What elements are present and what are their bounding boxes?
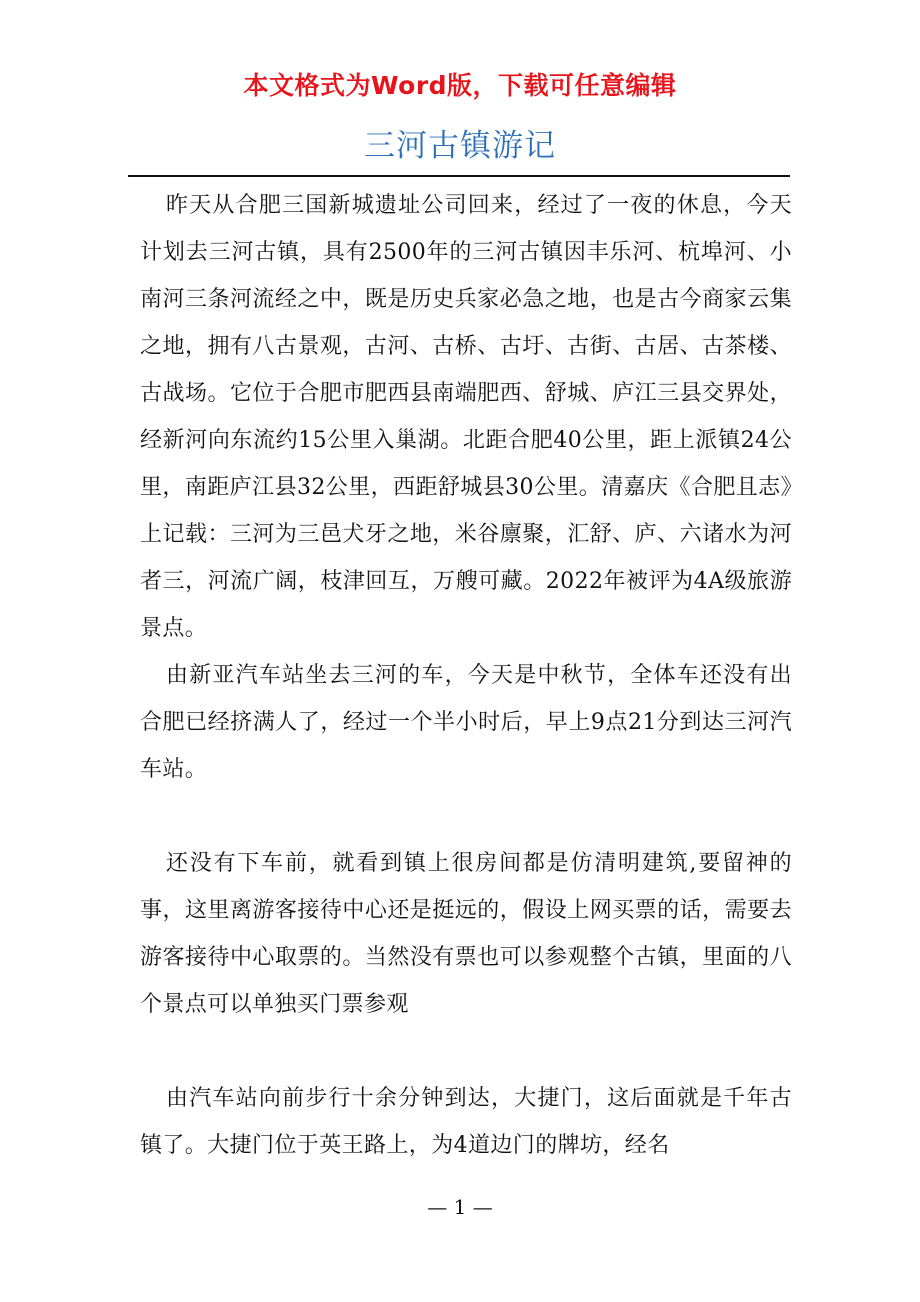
document-title: 三河古镇游记 [364,128,556,164]
paragraph-gap [140,793,792,840]
paragraph: 由汽车站向前步行十余分钟到达，大捷门，这后面就是千年古镇了。大捷门位于英王路上，为4道边门的牌坊，经名 [140,1086,792,1158]
document-body [140,182,792,1169]
paragraph: 由新亚汽车站坐去三河的车，今天是中秋节，全体车还没有出合肥已经挤满人了，经过一个半小时后，早上9点21分到达三河汽车站。 [140,663,792,782]
paragraph: 昨天从合肥三国新城遗址公司回来，经过了一夜的休息，今天计划去三河古镇，具有2500年的三河古镇因丰乐河、杭埠河、小南河三条河流经之中，既是历史兵家必急之地，也是古今商家云集之地，拥有八古景观，古河、古桥、古圩、古街、古居、古茶楼、古战场。它位于合肥市肥西县南端肥西、舒城、庐江三县交界处，经新河向东流约15公里入巢湖。北距合肥40公里，距上派镇24公里，南距庐江县32公里，西距舒城县30公里。清嘉庆《合肥且志》上记载：三河为三邑犬牙之地，米谷廪聚，汇舒、庐、六诸水为河者三，河流广阔，枝津回互，万艘可藏。2022年被评为4A级旅游景点。 [140,193,792,641]
format-notice: 本文格式为Word版，下载可任意编辑 [243,71,677,100]
paragraph-gap [140,1028,792,1075]
paragraph: 还没有下车前，就看到镇上很房间都是仿清明建筑,要留神的事，这里离游客接待中心还是挺远的，假设上网买票的话，需要去游客接待中心取票的。当然没有票也可以参观整个古镇，里面的八个景点可以单独买门票参观 [140,851,792,1017]
page-number: — 1 — [427,1195,493,1219]
title-divider [128,175,790,177]
